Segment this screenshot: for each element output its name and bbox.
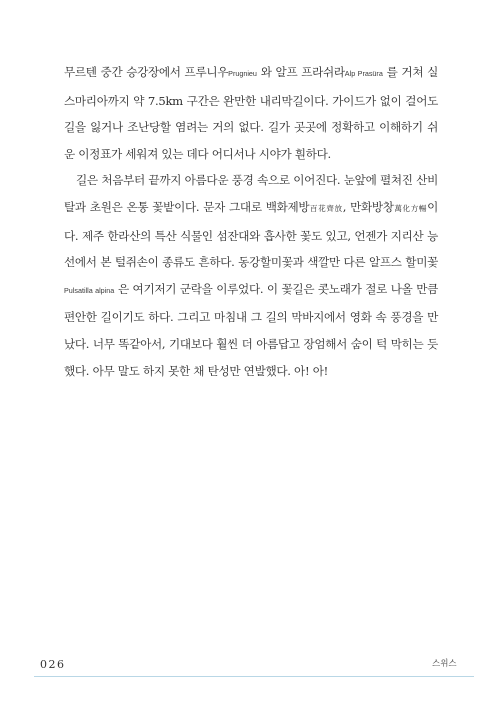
latin-term-annotation: Alp Prasüra (344, 69, 383, 78)
page-number: 026 (40, 658, 66, 671)
body-text-segment: 무르텐 중간 승강장에서 프루니우 (64, 65, 229, 79)
latin-term-annotation: Pulsatilla alpina (64, 285, 115, 295)
body-text-segment: 길은 처음부터 끝까지 아름다운 풍경 속으로 이어진다. 눈앞에 펼쳐진 산비탈과 초원은 온통 꽃밭이다. 문자 그대로 백화제방 (64, 173, 438, 214)
body-text-segment: , 만화방창 (342, 199, 394, 214)
body-text-segment: 은 여기저기 군락을 이루었다. 이 꽃길은 콧노래가 절로 나올 만큼 편안한 길이기도 하다. 그리고 마침내 그 길의 막바지에서 영화 속 풍경을 만났다. 너무 똑같아서, 기대보다 훨씬 더 아름답고 장엄해서 숨이 턱 막히는 듯했다. 아무 말도 하지 못한 채 탄성만 연발했다. 아! 아! (64, 281, 438, 378)
paragraph-2 (64, 167, 438, 384)
body-text-segment: 를 거쳐 실스마리아까지 약 7.5km 구간은 완만한 내리막길이다. 가이드가 없이 걸어도 길을 잃거나 조난당할 염려는 거의 없다. 길가 곳곳에 정확하고 이해하기 쉬운 이정표가 세워져 있는 데다 어디서나 시야가 훤하다. (64, 65, 438, 161)
body-text (64, 59, 438, 384)
hanja-annotation: 萬化方暢 (393, 203, 428, 213)
body-text-segment: 와 알프 프라쉬라 (256, 65, 345, 79)
hanja-annotation: 百花齊放 (309, 203, 343, 213)
body-text-segment: 이다. 제주 한라산의 특산 식물인 섬잔대와 흡사한 꽃도 있고, 언젠가 지리산 능선에서 본 털쥐손이 종류도 흔하다. 동강할미꽃과 색깔만 다른 알프스 할미꽃 (64, 199, 439, 270)
footer-divider (34, 676, 474, 677)
paragraph-1 (64, 59, 438, 167)
running-section-label: 스위스 (432, 658, 457, 668)
latin-term-annotation: Prugnieu (228, 69, 257, 78)
